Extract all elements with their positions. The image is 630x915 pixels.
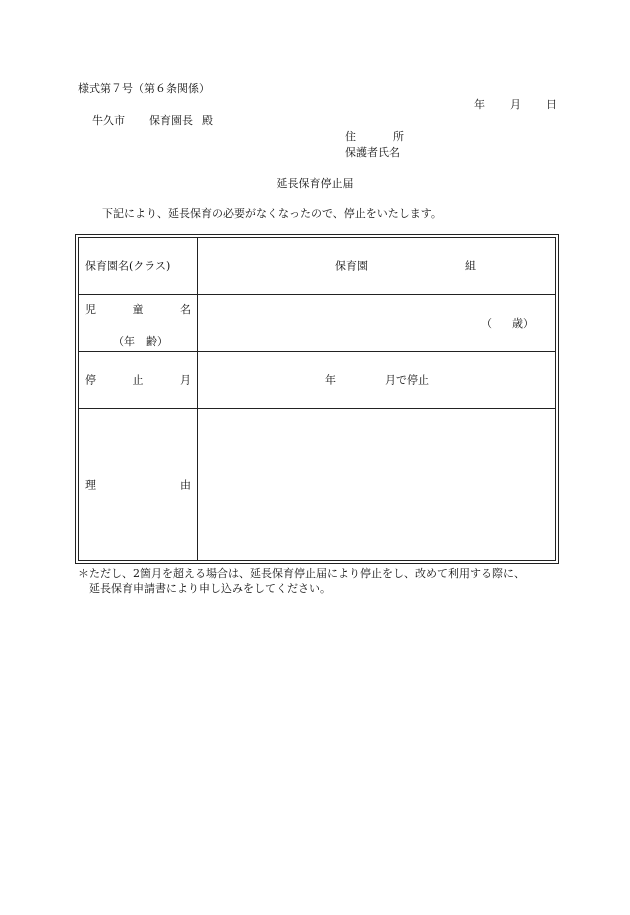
school-label-cell [79,238,198,295]
form-number: 様式第７号（第６条関係） [78,82,210,95]
form-table [75,234,559,564]
guardian-name-label: 保護者氏名 [345,146,400,159]
table-row-school [79,238,556,295]
addressee [92,115,213,126]
date-month: 月 [510,98,521,111]
age-close: 歳） [512,317,534,330]
reason-label [85,479,191,490]
school-class-label: 保育園名(クラス) [85,259,171,273]
addressee-title: 保育園長 [149,114,193,127]
stop-value-cell[interactable] [198,352,556,409]
intro-text: 下記により、延長保育の必要がなくなったので、停止をいたします。 [102,207,442,220]
address-label-part1: 住 [345,130,356,143]
label-char: 童 [132,303,144,316]
label-char: 名 [180,303,191,316]
date-year: 年 [474,98,485,111]
child-label-cell [79,295,198,352]
address-label-part2: 所 [393,130,404,143]
reason-value-cell[interactable] [198,409,556,561]
label-char: 月 [180,373,191,387]
table-row-child [79,295,556,352]
child-name-label [85,304,191,315]
stop-label-cell [79,352,198,409]
label-char: 理 [85,478,96,491]
reason-label-cell [79,409,198,561]
class-suffix: 組 [465,259,476,273]
table-row-stop [79,352,556,409]
note-line-2: 延長保育申請書により申し込みをしてください。 [89,582,331,595]
school-suffix: 保育園 [335,259,368,273]
age-value [481,318,534,329]
note-line-1: ＊ただし、2箇月を超える場合は、延長保育停止届により停止をし、改めて利用する際に、 [78,567,525,580]
stop-month-label [85,375,191,386]
age-open: （ [481,317,492,330]
label-char: 児 [85,303,96,316]
label-char: 止 [132,373,144,387]
table-row-reason [79,409,556,561]
addressee-honorific: 殿 [202,114,213,127]
label-char: 由 [180,478,191,491]
document-title: 延長保育停止届 [276,177,354,190]
child-value-cell[interactable] [198,295,556,352]
school-value-cell[interactable] [198,238,556,295]
stop-month: 月で停止 [385,373,429,387]
stop-year: 年 [325,373,336,387]
label-char: 停 [85,373,96,387]
age-label: （年 齢） [113,335,168,348]
addressee-city: 牛久市 [92,114,125,127]
date-day: 日 [546,98,557,111]
address-label [345,130,404,143]
